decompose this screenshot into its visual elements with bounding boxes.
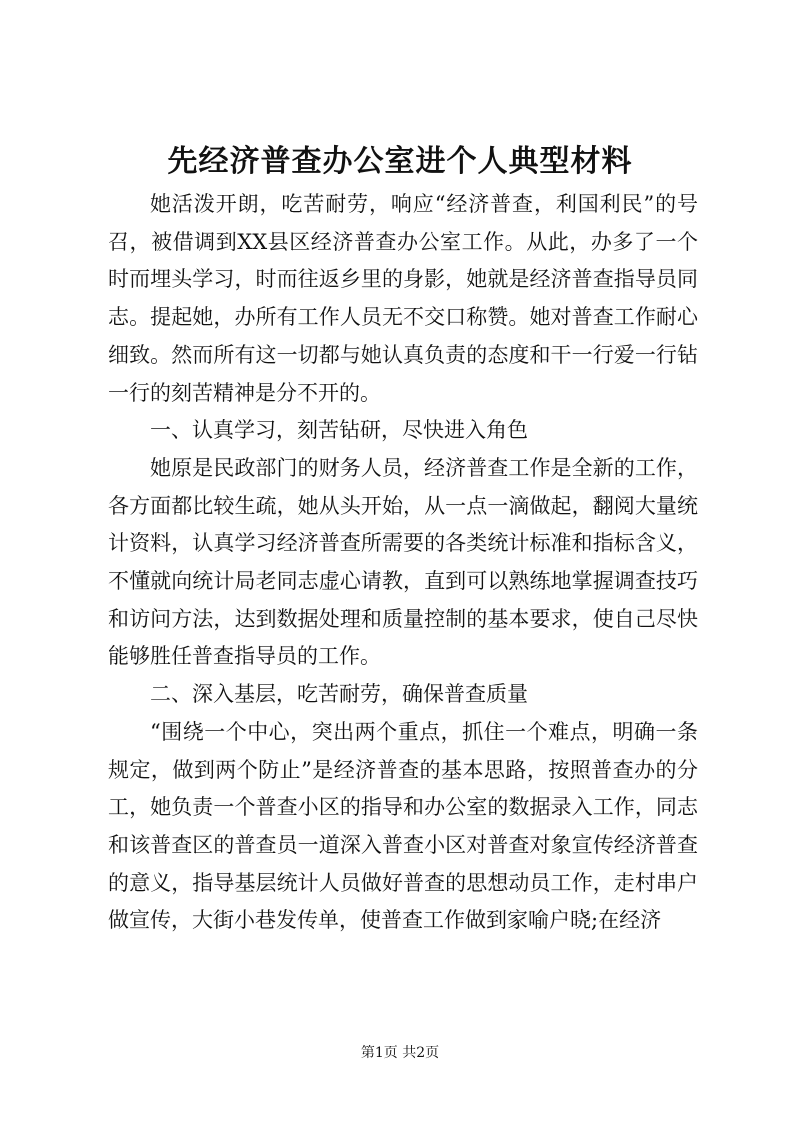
paragraph-intro: 她活泼开朗，吃苦耐劳，响应“经济普查，利国利民”的号召，被借调到XX县区经济普查办公室工作。从此，办多了一个时而埋头学习，时而往返乡里的身影，她就是经济普查指导员同志。提起她，办所有工作人员无不交口称赞。她对普查工作耐心细致。然而所有这一切都与她认真负责的态度和干一行爱一行钻一行的刻苦精神是分不开的。	[108, 192, 698, 405]
section-heading-1: 一、认真学习，刻苦钻研，尽快进入角色	[150, 418, 528, 443]
paragraph-section-1: 她原是民政部门的财务人员，经济普查工作是全新的工作，各方面都比较生疏，她从头开始，从一点一滴做起，翻阅大量统计资料，认真学习经济普查所需要的各类统计标准和指标含义，不懂就向统计局老同志虚心请教，直到可以熟练地掌握调查技巧和访问方法，达到数据处理和质量控制的基本要求，使自己尽快能够胜任普查指导员的工作。	[108, 455, 698, 669]
section-heading-2: 二、深入基层，吃苦耐劳，确保普查质量	[150, 682, 528, 707]
document-body	[108, 186, 698, 940]
page-footer: 第1页 共2页	[360, 1045, 440, 1061]
document-title: 先经济普查办公室进个人典型材料	[167, 144, 633, 179]
paragraph-section-2: “围绕一个中心，突出两个重点，抓住一个难点，明确一条规定，做到两个防止”是经济普查的基本思路，按照普查办的分工，她负责一个普查小区的指导和办公室的数据录入工作，同志和该普查区的普查员一道深入普查小区对普查对象宣传经济普查的意义，指导基层统计人员做好普查的思想动员工作，走村串户做宣传，大街小巷发传单，使普查工作做到家喻户晓;在经济	[108, 719, 698, 933]
